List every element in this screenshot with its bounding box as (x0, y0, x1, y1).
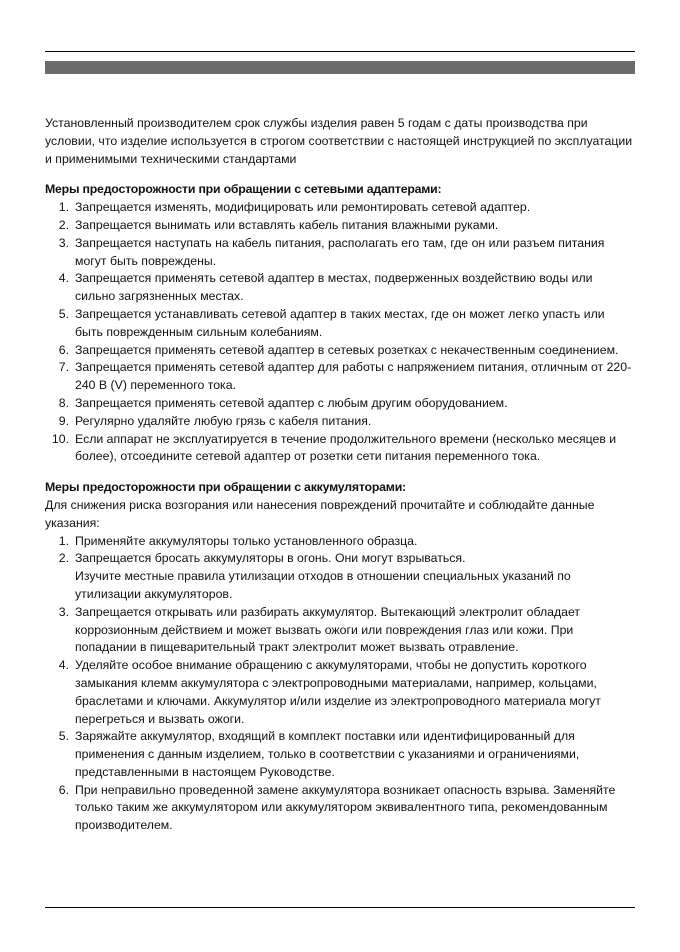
item-text: Запрещается применять сетевой адаптер в сетевых розетках с некачественным соединением. (75, 342, 619, 357)
list-item (45, 359, 635, 395)
item-text: Регулярно удаляйте любую грязь с кабеля питания. (75, 413, 372, 428)
item-text: Запрещается изменять, модифицировать или ремонтировать сетевой адаптер. (75, 200, 531, 215)
adapters-list (45, 199, 635, 466)
item-extra-text: Изучите местные правила утилизации отходов в отношении специальных указаний по утилизации аккумуляторов. (75, 569, 571, 601)
list-item (45, 782, 635, 835)
item-number: 10. (51, 431, 69, 446)
list-item (45, 217, 635, 235)
list-item (45, 413, 635, 431)
list-item (45, 533, 635, 551)
item-number: 9. (58, 413, 69, 428)
item-number: 5. (58, 729, 69, 744)
adapters-heading: Меры предосторожности при обращении с сетевыми адаптерами: (45, 182, 442, 197)
item-number: 2. (58, 551, 69, 566)
list-item (45, 270, 635, 306)
batteries-list (45, 533, 635, 836)
list-item (45, 235, 635, 271)
list-item (45, 657, 635, 728)
adapters-section (45, 181, 635, 466)
header-rule (45, 51, 635, 52)
list-item (45, 550, 635, 603)
list-item (45, 728, 635, 781)
list-item (45, 431, 635, 467)
item-number: 3. (58, 604, 69, 619)
batteries-intro: Для снижения риска возгорания или нанесения повреждений прочитайте и соблюдайте данные указания: (45, 497, 595, 530)
list-item (45, 199, 635, 217)
list-item (45, 306, 635, 342)
item-number: 8. (58, 395, 69, 410)
item-text: Запрещается бросать аккумуляторы в огонь. Они могут взрываться. (75, 551, 466, 566)
item-text: Запрещается применять сетевой адаптер в местах, подверженных воздействию воды или сильно загрязненных местах. (75, 271, 593, 304)
item-text: Запрещается устанавливать сетевой адаптер в таких местах, где он может легко упасть или быть поврежденным сильным колебаниям. (75, 306, 605, 339)
item-text: Применяйте аккумуляторы только установленного образца. (75, 533, 418, 548)
item-number: 3. (58, 235, 69, 250)
item-number: 4. (58, 658, 69, 673)
batteries-heading: Меры предосторожности при обращении с аккумуляторами: (45, 480, 406, 495)
header-bar (45, 61, 635, 74)
item-number: 6. (58, 342, 69, 357)
item-text: Запрещается применять сетевой адаптер с любым другим оборудованием. (75, 395, 508, 410)
service-life-paragraph: Установленный производителем срок службы изделия равен 5 годам с даты производства при условии, что изделие используется в строгом соответствии с настоящей инструкцией по эксплуатации и применимыми техническими стандартами (45, 116, 633, 166)
item-number: 1. (58, 200, 69, 215)
item-number: 4. (58, 271, 69, 286)
item-text: Запрещается вынимать или вставлять кабель питания влажными руками. (75, 217, 499, 232)
item-number: 2. (58, 217, 69, 232)
item-text: При неправильно проведенной замене аккумулятора возникает опасность взрыва. Заменяйте только таким же аккумулятором или аккумулятором эквивалентного типа, рекомендованным производителем. (75, 782, 616, 833)
item-text: Запрещается применять сетевой адаптер для работы с напряжением питания, отличным от 220-240 В (V) переменного тока. (75, 360, 632, 393)
item-text: Заряжайте аккумулятор, входящий в комплект поставки или идентифицированный для применения с данным изделием, только в соответствии с указаниями и ограничениями, представленными в настоящем Руководстве. (75, 729, 580, 779)
list-item (45, 395, 635, 413)
list-item (45, 342, 635, 360)
item-text: Запрещается открывать или разбирать аккумулятор. Вытекающий электролит обладает коррозионным действием и может вызвать ожоги или повреждения глаз или кожи. При попадании в пищеварительный тракт электролит может вызвать отравление. (75, 604, 581, 655)
item-number: 1. (58, 533, 69, 548)
batteries-section (45, 479, 635, 835)
item-text: Уделяйте особое внимание обращению с аккумуляторами, чтобы не допустить короткого замыкания клемм аккумулятора с электропроводными материалами, например, кольцами, браслетами и ключами. Аккумулятор и/или изделие из электропроводного материала могут перегреться и вызвать ожоги. (75, 658, 601, 726)
item-number: 7. (58, 360, 69, 375)
document-body (45, 115, 635, 848)
item-number: 5. (58, 306, 69, 321)
item-number: 6. (58, 782, 69, 797)
item-text: Если аппарат не эксплуатируется в течение продолжительного времени (несколько месяцев и более), отсоедините сетевой адаптер от розетки сети питания переменного тока. (75, 431, 617, 464)
list-item (45, 604, 635, 657)
footer-rule (45, 907, 635, 908)
item-text: Запрещается наступать на кабель питания, располагать его там, где он или разъем питания могут быть повреждены. (75, 235, 605, 268)
